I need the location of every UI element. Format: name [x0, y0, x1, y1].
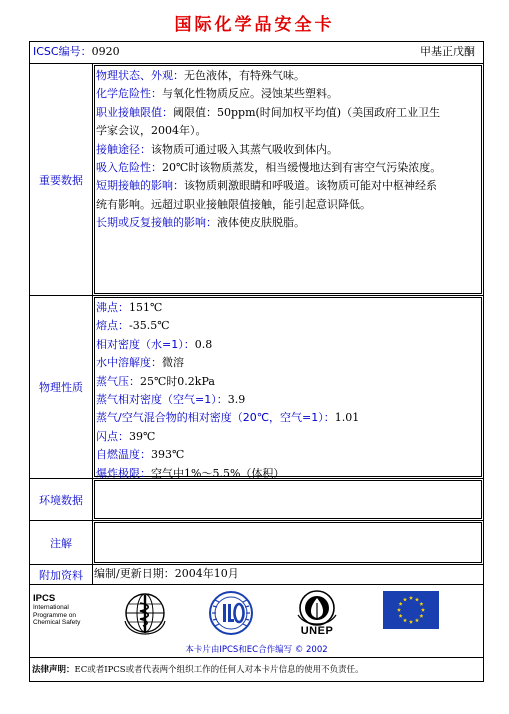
safety-card	[29, 41, 484, 682]
physical-value: 151℃	[129, 301, 163, 314]
eu-flag-icon	[383, 591, 439, 629]
important-key: 吸入危险性：	[96, 161, 162, 175]
important-key: 职业接触限值：	[96, 105, 173, 119]
notes-content	[94, 522, 482, 563]
important-line	[96, 214, 477, 232]
physical-value: 1.01	[334, 411, 360, 425]
important-key: 化学危险性：	[96, 87, 162, 101]
physical-key: 自燃温度：	[96, 448, 151, 462]
legal-row	[30, 658, 483, 683]
update-date: 编制/更新日期：2004年10月	[94, 567, 239, 580]
physical-key: 水中溶解度：	[96, 356, 162, 370]
legal-statement: 法律声明：EC或者IPCS或者代表两个组织工作的任何人对本卡片信息的使用不负责任。	[32, 665, 364, 675]
important-data-row	[30, 64, 483, 296]
physical-key: 熔点：	[96, 319, 129, 333]
important-value: 统有影响。远超过职业接触限值接触，能引起意识降低。	[96, 197, 371, 211]
important-value: 阈限值：50ppm(时间加权平均值)（美国政府工业卫生	[173, 105, 441, 119]
unep-label: UNEP	[300, 625, 334, 637]
important-key: 接触途径：	[96, 142, 151, 156]
important-line	[96, 67, 477, 85]
physical-value: 空气中1%～5.5%（体积）	[151, 466, 285, 480]
important-value: 20℃时该物质蒸发，相当缓慢地达到有害空气污染浓度。	[162, 161, 442, 175]
important-line	[96, 104, 477, 122]
physical-key: 爆炸极限：	[96, 466, 151, 480]
unep-logo-icon	[294, 589, 340, 627]
physical-line	[96, 428, 477, 446]
physical-properties-row	[30, 296, 483, 479]
important-line	[96, 141, 477, 159]
physical-key: 蒸气压：	[96, 374, 140, 388]
physical-key: 沸点：	[96, 301, 129, 314]
physical-value: 3.9	[227, 393, 246, 407]
ilo-logo-icon	[208, 590, 254, 636]
important-data-label: 重要数据	[30, 64, 93, 295]
physical-line	[96, 391, 477, 409]
physical-line	[96, 409, 477, 427]
who-logo-icon	[123, 591, 167, 635]
extra-info-row	[30, 565, 483, 585]
physical-value: 393℃	[151, 448, 185, 462]
physical-line	[96, 336, 477, 354]
cooperation-note: 本卡片由IPCS和EC合作编写 © 2002	[185, 645, 328, 655]
physical-value: 0.8	[194, 337, 213, 351]
chemical-name: 甲基正戊酮	[420, 45, 475, 58]
physical-properties-label: 物理性质	[30, 296, 93, 478]
card-title: 国际化学品安全卡	[174, 15, 335, 35]
notes-row	[30, 521, 483, 565]
extra-info-label: 附加资料	[30, 565, 93, 584]
important-value: 学家会议，2004年）。	[96, 124, 207, 138]
physical-key: 相对密度（水=1）：	[96, 337, 195, 351]
physical-key: 蒸气相对密度（空气=1）：	[96, 393, 228, 407]
important-value: 液体使皮肤脱脂。	[217, 216, 305, 230]
important-line	[96, 177, 477, 195]
physical-line	[96, 299, 477, 317]
physical-key: 闪点：	[96, 429, 129, 443]
environment-row	[30, 479, 483, 521]
physical-key: 蒸气/空气混合物的相对密度（20℃，空气=1）：	[96, 411, 335, 425]
physical-line	[96, 317, 477, 335]
important-value: 该物质刺激眼睛和呼吸道。该物质可能对中枢神经系	[184, 179, 437, 193]
physical-value: 39℃	[129, 429, 156, 443]
environment-label: 环境数据	[30, 479, 93, 520]
important-key: 短期接触的影响：	[96, 179, 184, 193]
physical-line	[96, 373, 477, 391]
physical-properties-content	[94, 297, 482, 480]
physical-value: 25℃时0.2kPa	[140, 374, 215, 388]
environment-content	[94, 480, 482, 519]
important-line	[96, 122, 477, 140]
important-value: 无色液体，有特殊气味。	[184, 69, 305, 82]
important-line	[96, 85, 477, 103]
physical-value: 微溶	[162, 356, 184, 370]
notes-label: 注解	[30, 521, 93, 564]
important-line	[96, 196, 477, 214]
ipcs-text: IPCS International Programme on Chemical Safety	[33, 593, 81, 626]
important-key: 物理状态、外观：	[96, 69, 184, 82]
important-data-content	[94, 65, 482, 294]
physical-line	[96, 354, 477, 372]
logos-row	[30, 585, 483, 658]
important-line	[96, 159, 477, 177]
physical-value: -35.5℃	[129, 319, 170, 333]
icsc-number: ICSC编号：0920	[33, 45, 120, 58]
important-key: 长期或反复接触的影响：	[96, 216, 217, 230]
header-row	[30, 42, 483, 64]
important-value: 与氧化性物质反应。浸蚀某些塑料。	[162, 87, 338, 101]
important-value: 该物质可通过吸入其蒸气吸收到体内。	[151, 142, 338, 156]
physical-line	[96, 446, 477, 464]
